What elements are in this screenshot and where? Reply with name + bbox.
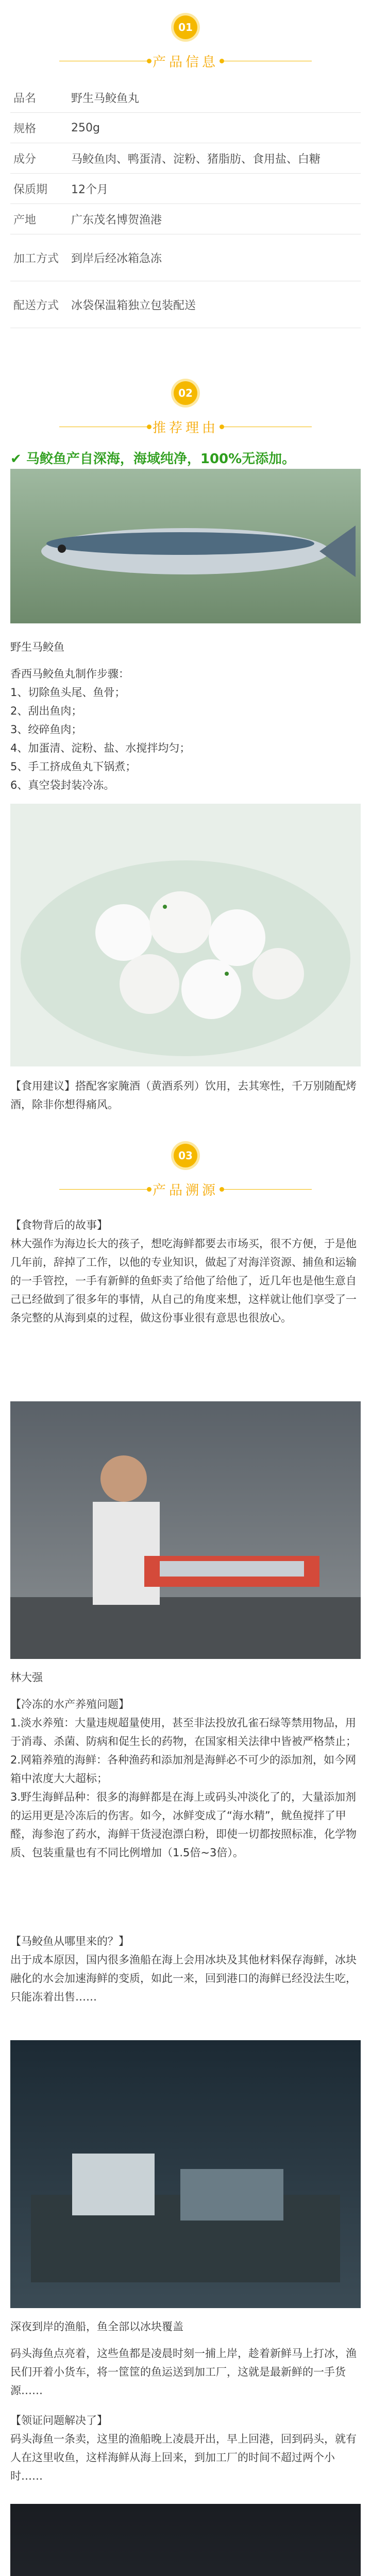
market-photo: [10, 2504, 361, 2576]
step-item: 4、加蛋清、淀粉、盐、水搅拌均匀；: [10, 742, 191, 754]
info-key: 品名: [10, 82, 68, 113]
info-value: 12个月: [68, 174, 361, 204]
trace-story: [10, 1216, 361, 1327]
table-row: [10, 143, 361, 174]
market-text: 码头海鱼一条卖，这里的渔船晚上凌晨开出，早上回港，回到码头，就有人在这里收鱼，这样海鲜从海上回来，到加工厂的时间不超过两个小时……: [10, 2433, 357, 2482]
fish-caption: 野生马鲛鱼: [10, 641, 64, 653]
fishball-photo: [10, 804, 361, 1066]
steps-block: [10, 665, 361, 794]
step-item: 1、切除鱼头尾、鱼骨；: [10, 686, 126, 699]
step-item: 2、刮出鱼肉；: [10, 705, 82, 717]
table-row: [10, 281, 361, 328]
market-illustration: [10, 2504, 361, 2576]
origin-heading: 【马鲛鱼从哪里来的？】: [10, 1935, 129, 1947]
origin-text: 出于成本原因，国内很多渔船在海上会用冰块及其他材料保存海鲜，冰块融化的水会加速海鲜的变质，如此一来，回到港口的海鲜已经没法生吃，只能冻着出售……: [10, 1954, 357, 2003]
ocean-item: 1.淡水养殖：大量违规超量使用，甚至非法投放孔雀石绿等禁用物品，用于消毒、杀菌、防病和促生长的药物，在国家相关法律中皆被严格禁止；: [10, 1717, 357, 1748]
fishball-illustration: [10, 804, 361, 1066]
step-item: 6、真空袋封装冷冻。: [10, 779, 115, 791]
divider: [224, 1189, 312, 1190]
section-title: 产品溯源: [152, 1183, 218, 1198]
ocean-issues: [10, 1695, 361, 1862]
table-row: [10, 234, 361, 281]
info-value: 冰袋保温箱独立包装配送: [68, 281, 361, 328]
step-item: 3、绞碎鱼肉；: [10, 723, 82, 736]
product-info-table: [10, 82, 361, 328]
eat-tip: 【食用建议】搭配客家腌酒（黄酒系列）饮用，去其寒性，千万别随配烤酒，除非你想得痛风。: [10, 1080, 357, 1111]
person-illustration: [10, 1401, 361, 1659]
info-value: 野生马鲛鱼丸: [68, 82, 361, 113]
info-key: 规格: [10, 113, 68, 143]
origin-block: [10, 1932, 361, 2006]
info-value: 250g: [68, 113, 361, 143]
reason-headline: ✔ 马鲛鱼产自深海，海域纯净，100%无添加。: [10, 451, 296, 467]
market-heading: 【领证问题解决了】: [10, 2414, 108, 2427]
person-caption: 林大强: [10, 1671, 43, 1684]
boat-illustration: [10, 2040, 361, 2308]
section-number-badge: 01: [174, 15, 197, 39]
divider-dot: [220, 425, 224, 429]
ocean-item: 2.网箱养殖的海鲜：各种渔药和添加剂是海鲜必不可少的添加剂，如今网箱中浓度大大超标；: [10, 1754, 357, 1785]
divider-dot: [220, 59, 224, 63]
steps-title: 香西马鲛鱼丸制作步骤：: [10, 668, 129, 680]
dock-text: 码头海鱼点亮着，这些鱼都是凌晨时刻一捕上岸，趁着新鲜马上打冰，渔民们开着小货车，将一筐筐的鱼运送到加工厂，这就是最新鲜的一手货源……: [10, 2347, 357, 2397]
ocean-item: 3.野生海鲜品种：很多的海鲜都是在海上或码头冲淡化了的，大量添加剂的运用更是冷冻后的伤害。如今，冰鲜变成了“海水精”，鱿鱼搅拌了甲醛，海参泡了药水，海鲜干货浸泡漂白粉，即使一切都按照标准，化学物质、包装重量也有不同比例增加（1.5倍~3倍）。: [10, 1791, 357, 1859]
boat-photo: [10, 2040, 361, 2308]
info-value: 马鲛鱼肉、鸭蛋清、淀粉、猪脂肪、食用盐、白糖: [68, 143, 361, 174]
table-row: [10, 204, 361, 234]
ocean-heading: 【冷冻的水产养殖问题】: [10, 1698, 129, 1710]
info-key: 配送方式: [10, 281, 68, 328]
market-block: [10, 2411, 361, 2485]
section-header-product-info: [0, 0, 371, 77]
boat-caption: 深夜到岸的渔船，鱼全部以冰块覆盖: [10, 2320, 183, 2333]
trace-text: 林大强作为海边长大的孩子，想吃海鲜都要去市场买，很不方便，于是他几年前，辞掉了工作，以他的专业知识，做起了对海洋资源、捕鱼和运输的一手管控，一手有新鲜的鱼虾卖了给他了给他了，近几年也是他生意自己已经做到了很多年的事情，从自己的角度来想，这样就让他们享受了一条完整的从海到桌的过程，做这份事业很有意思也很放心。: [10, 1238, 357, 1324]
person-photo: [10, 1401, 361, 1659]
divider-dot: [220, 1187, 224, 1192]
table-row: [10, 82, 361, 113]
step-item: 5、手工挤成鱼丸下锅煮；: [10, 760, 137, 773]
section-number-badge: 02: [174, 381, 197, 405]
section-header-trace: [0, 1128, 371, 1206]
info-key: 保质期: [10, 174, 68, 204]
table-row: [10, 113, 361, 143]
mackerel-photo: [10, 469, 361, 623]
info-value: 到岸后经冰箱急冻: [68, 234, 361, 281]
info-value: 广东茂名博贺渔港: [68, 204, 361, 234]
trace-heading: 【食物背后的故事】: [10, 1219, 108, 1231]
section-title: 产品信息: [152, 55, 218, 70]
info-key: 成分: [10, 143, 68, 174]
section-header-reasons: [0, 366, 371, 443]
info-key: 产地: [10, 204, 68, 234]
fish-illustration: [10, 469, 361, 623]
section-number-badge: 03: [174, 1144, 197, 1167]
table-row: [10, 174, 361, 204]
info-key: 加工方式: [10, 234, 68, 281]
section-title: 推荐理由: [152, 420, 218, 436]
check-icon: ✔: [10, 451, 22, 467]
